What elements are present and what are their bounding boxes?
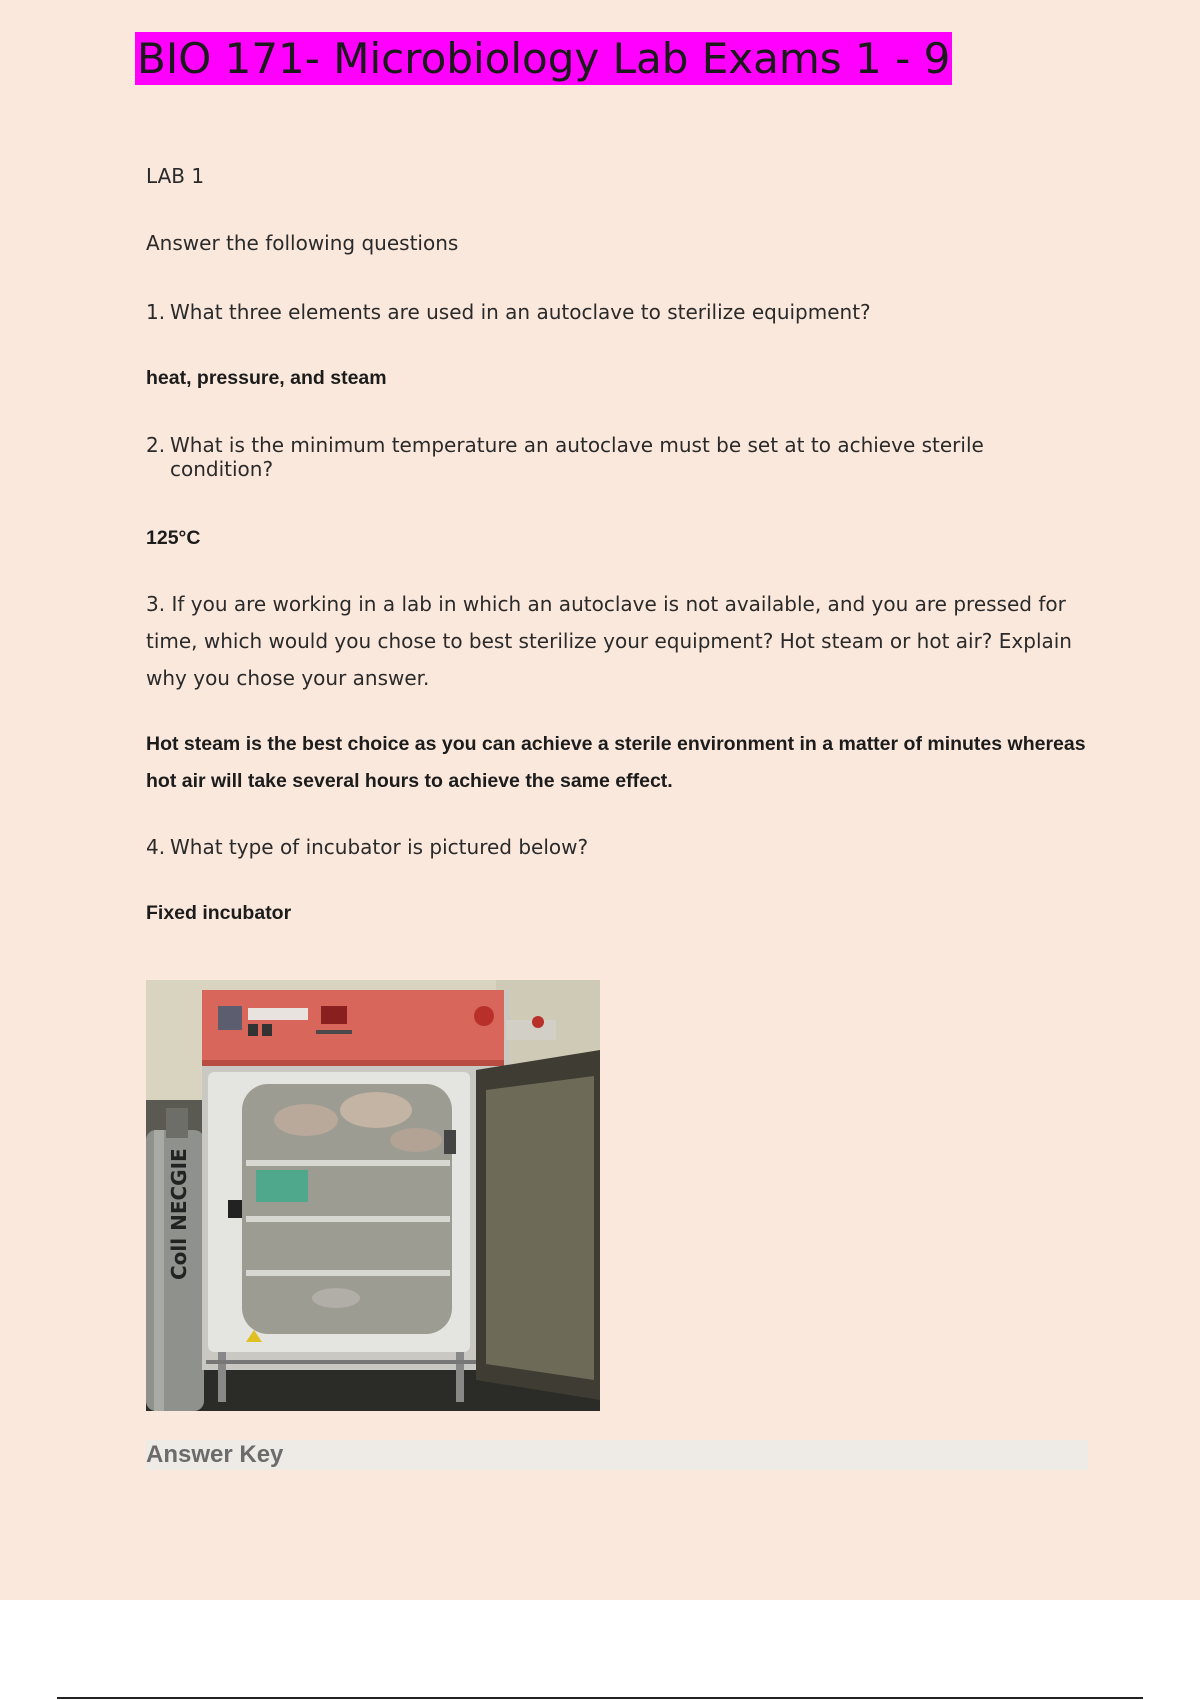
answer-3: Hot steam is the best choice as you can achieve a sterile environment in a matter of minutes whereas hot air will take several hours to achieve the same effect. — [146, 733, 1086, 792]
page-divider — [57, 1697, 1143, 1699]
question-number: 2. — [146, 433, 166, 457]
question-4 — [146, 835, 1070, 859]
answer-4: Fixed incubator — [146, 902, 292, 924]
incubator-photo-icon — [146, 980, 600, 1411]
answer-key-heading: Answer Key — [146, 1440, 1088, 1470]
question-text: What is the minimum temperature an autoclave must be set at to achieve sterile condition? — [170, 433, 984, 481]
question-number: 3. — [146, 592, 166, 616]
section-heading: LAB 1 — [146, 164, 205, 188]
question-number: 1. — [146, 300, 166, 324]
answer-1: heat, pressure, and steam — [146, 367, 387, 389]
question-3 — [146, 586, 1086, 697]
document-title: BIO 171- Microbiology Lab Exams 1 - 9 — [137, 34, 951, 83]
question-text: If you are working in a lab in which an autoclave is not available, and you are pressed for time, which would you chose to best sterilize your equipment? Hot steam or hot air? Explain why you chose your answer. — [146, 592, 1072, 690]
question-1 — [146, 300, 1070, 324]
svg-text:Coll NECGIE: Coll NECGIE — [167, 1148, 191, 1280]
question-text: What three elements are used in an autoclave to sterilize equipment? — [170, 300, 871, 324]
instructions: Answer the following questions — [146, 231, 459, 255]
question-text: What type of incubator is pictured below? — [170, 835, 589, 859]
question-number: 4. — [146, 835, 166, 859]
answer-2: 125°C — [146, 527, 201, 549]
question-2 — [146, 433, 1070, 481]
incubator-photo — [146, 980, 600, 1411]
